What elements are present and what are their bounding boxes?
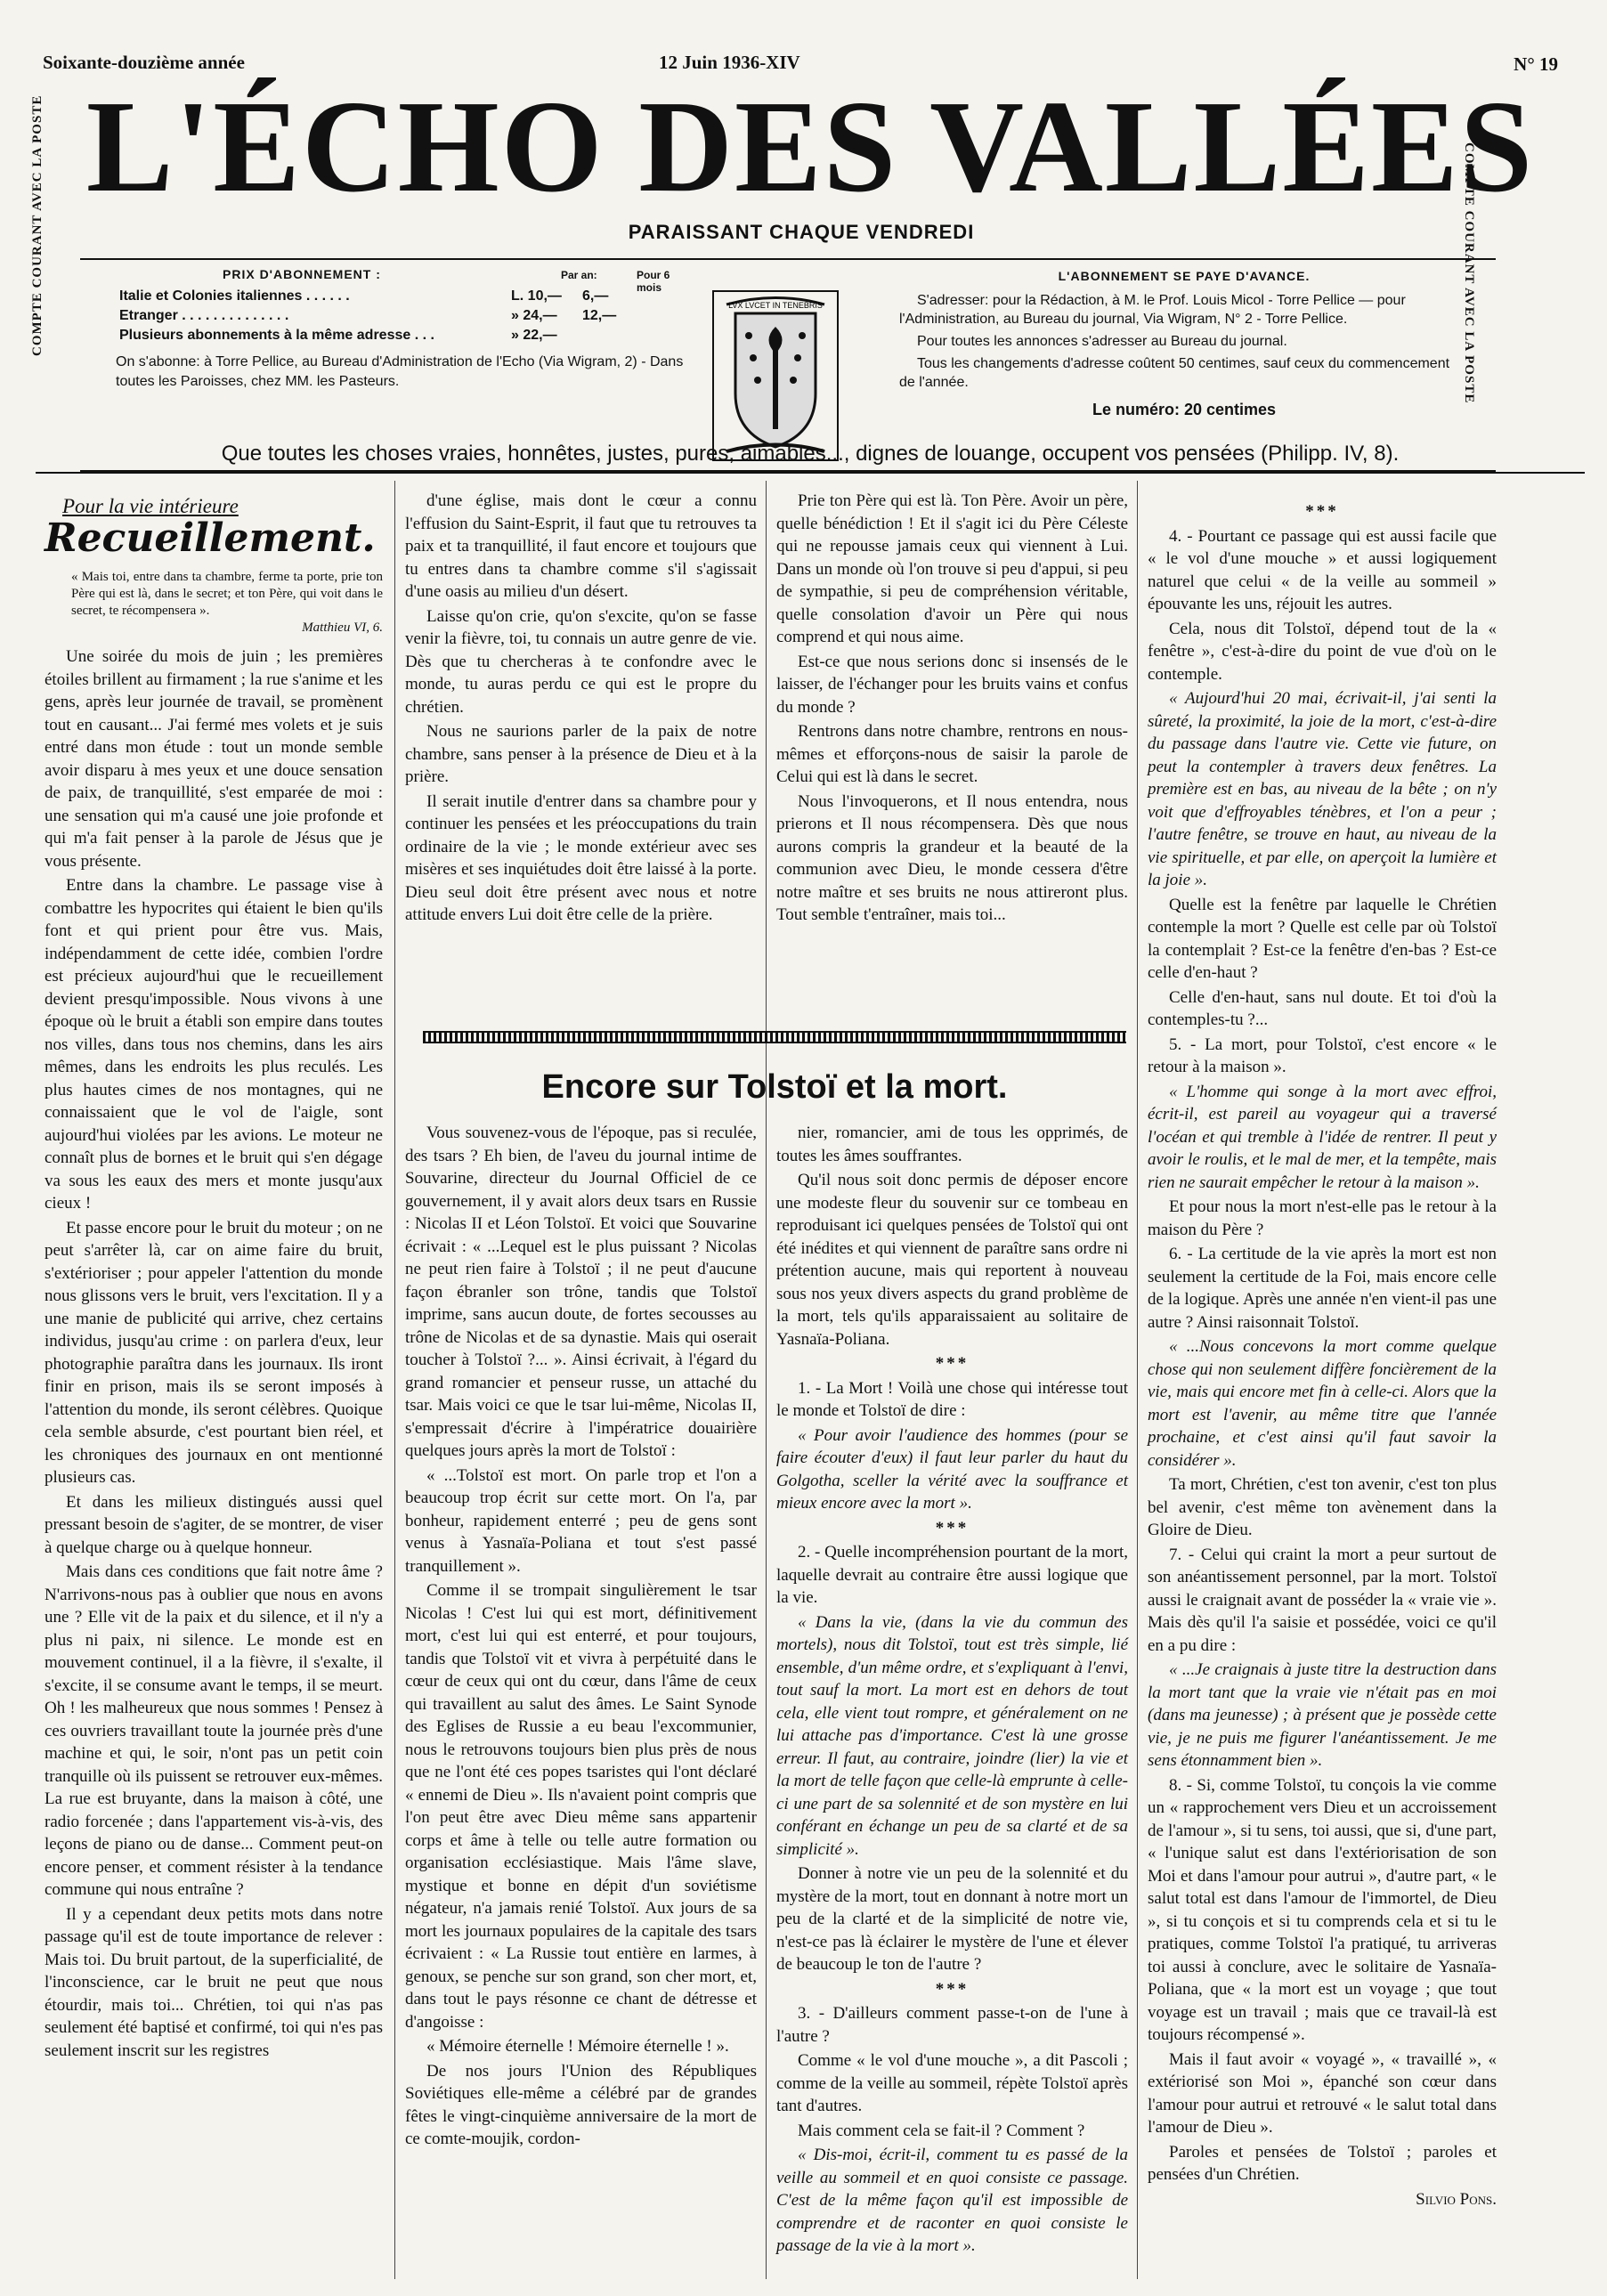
paragraph: 6. - La certitude de la vie après la mort est non seulement la certitude de la Foi, mais encore celle de la logique. Après une année n'en vient-il pas une autre ? Ainsi raisonnait Tolstoï. [1148,1245,1497,1332]
decorative-rule [423,1031,1126,1043]
paragraph: 3. - D'ailleurs comment passe-t-on de l'une à l'autre ? [776,2004,1128,2046]
paragraph: « ...Je craignais à juste titre la destruction dans la mort tant que la vraie vie n'était pas en moi (dans ma jeunesse) ; à présent que je possède cette vie, je ne puis me figurer l'anéantissement. Je me sens étonnamment bien ». [1148,1660,1497,1770]
abon-address-change: Tous les changements d'adresse coûtent 50 centimes, sauf ceux du commencement de l'année. [899,356,1450,390]
paragraph: Comme « le vol d'une mouche », a dit Pascoli ; comme de la veille au sommeil, répète Tolstoï après tant d'autres. [776,2051,1128,2115]
paragraph: Ta mort, Chrétien, c'est ton avenir, c'est ton plus bel avenir, c'est même ton avènement dans la Gloire de Dieu. [1148,1475,1497,1539]
price-label: Etranger . . . . . . . . . . . . . . [119,308,289,323]
price-label: Italie et Colonies italiennes . . . . . . [119,288,350,304]
column-3-bottom [776,1122,1128,2259]
column-1 [45,490,383,2064]
paragraph: 8. - Si, comme Tolstoï, tu conçois la vie comme un « rapprochement vers Dieu et un accroissement de l'amour », si tu sens, toi aussi, que si, d'une part, « l'unique salut est dans l'extériorisation de son Moi et dans l'amour pour autrui », d'autre part, « le salut total est dans l'amour de l'immortel, de Dieu », si tu conçois et si tu comprends cela et si tu le pratiques, comme Tolstoï l'a pratiqué, tu arriveras toi aussi à conclure, avec le solitaire de Yasnaïa-Poliana, que « la mort est un voyage ; que tout voyage est un travail ; mais que ce travail-là est toujours récompensé ». [1148,1775,1497,2044]
side-note-right: COMPTE COURANT AVEC LA POSTE [1462,142,1476,404]
column-divider [394,481,395,2279]
paragraph: 5. - La mort, pour Tolstoï, c'est encore « le retour à la maison ». [1148,1034,1497,1076]
epigraph-text: « Mais toi, entre dans ta chambre, ferme ta porte, prie ton Père qui est là, dans le secret; et ton Père, qui voit dans le secret, te récompensera ». [71,570,383,618]
article-kicker: Pour la vie intérieure [62,495,239,517]
tolstoi-title: Encore sur Tolstoï et la mort. [541,1068,1008,1106]
subscription-prices [116,267,686,392]
paragraph: « L'homme qui songe à la mort avec effroi, écrit-il, est pareil au voyageur qui a traversé l'océan et qui tremble à l'idée de rentrer. Il peut y avoir le roulis, et le mal de mer, et la tempête, mais rien ne saurait empêcher le retour à la maison ». [1148,1082,1497,1192]
paragraph: Qu'il nous soit donc permis de déposer encore une modeste fleur du souvenir sur ce tombeau en reproduisant ici quelques pensées de Tolstoï qui ont été inédites et qui viennent de paraître sans ordre ni prétention aucune, mais qui reportent à nouveau sous nos yeux divers aspects du grand problème de la mort, tels qu'ils apparaissaient au solitaire de Yasnaïa-Poliana. [776,1171,1128,1349]
section-separator: *** [935,1518,970,1537]
paragraph: Et pour nous la mort n'est-elle pas le retour à la maison du Père ? [1148,1197,1497,1239]
price-label: Plusieurs abonnements à la même adresse . . . [119,328,434,343]
abon-title: L'ABONNEMENT SE PAYE D'AVANCE. [1058,269,1311,283]
price-six: 12,— [582,308,617,323]
paragraph: nier, romancier, ami de tous les opprimés, de toutes les âmes souffrantes. [776,1124,1128,1165]
paragraph: Quelle est la fenêtre par laquelle le Chrétien contemple la mort ? Quelle est celle par où Tolstoï la contemplait ? Est-ce la fenêtre d'en-bas ? Est-ce celle d'en-haut ? [1148,895,1497,982]
motto-line: Que toutes les choses vraies, honnêtes, justes, pures, aimables..., dignes de louange, occupent vos pensées (Philipp. IV, 8). [221,442,1400,466]
paragraph: 2. - Quelle incompréhension pourtant de la mort, laquelle devrait au contraire être aussi logique que la vie. [776,1543,1128,1607]
paragraph: Cela, nous dit Tolstoï, dépend tout de la « fenêtre », c'est-à-dire du point de vue d'où on le contemple. [1148,619,1497,684]
year-label: Soixante-douzième année [43,52,245,73]
paragraph: Mais dans ces conditions que fait notre âme ? N'arrivons-nous pas à oublier que nous en avons une ? Elle vit de la paix et du silence, et il n'y a plus ni paix, ni silence. Le monde est en mouvement continuel, il a la fièvre, il s'exalte, il s'excite, il se consume avant le temps, il se meurt. Oh ! les malheureux que nous sommes ! Pensez à ces ouvriers travaillant toute la journée près d'une machine et qui, le soir, n'ont pas un petit coin tranquille où ils puissent se retrouver eux-mêmes. La rue est bruyante, dans la maison à côté, une radio forcenée ; dans l'appartement vis-à-vis, des leçons de piano ou de danse... Comment peut-on encore penser, et comment résister à la tendance commune qui nous entraîne ? [45,1562,383,1899]
column-divider [766,481,767,2279]
paragraph: Laisse qu'on crie, qu'on s'excite, qu'on se fasse venir la fièvre, toi, tu connais un autre genre de vie. Dès que tu chercheras à te confondre avec le monde, tu auras perdu ce qui est le propre du chrétien. [405,606,757,717]
price-col-year: Par an: [561,269,597,281]
paragraph: Nous l'invoquerons, et Il nous entendra, nous prierons et Il nous récompensera. Dès que nous aurons compris la grandeur et la beauté de la communion avec Dieu, le monde cessera d'être notre maître et ses bruits ne nous attireront plus. Tout semble t'entraîner, mais toi... [776,791,1128,924]
price-row [116,306,650,326]
paragraph: Celle d'en-haut, sans nul doute. Et toi d'où la contemples-tu ?... [1148,987,1497,1029]
paragraph: 1. - La Mort ! Voilà une chose qui intéresse tout le monde et Tolstoï de dire : [776,1378,1128,1420]
author-signature: Silvio Pons. [1416,2189,1497,2209]
subscription-info [899,267,1469,419]
paragraph: De nos jours l'Union des Républiques Soviétiques elle-même a célébré par de grandes fêtes le vingt-cinquième anniversaire de la mort de ce comte-moujik, cordon- [405,2061,757,2148]
paragraph: « ...Nous concevons la mort comme quelque chose qui non seulement diffère foncièrement de la vie, mais qui encore met fin à celle-ci. Alors que la mort est l'avenir, au même titre que l'année prochaine, et c'est ainsi qu'il faut savoir la considérer ». [1148,1337,1497,1470]
paragraph: Prie ton Père qui est là. Ton Père. Avoir un père, quelle bénédiction ! Et il s'agit ici du Père Céleste qui ne repousse jamais ceux qui viennent à Lui. Dans un monde où l'on trouve si peu d'appui, si peu de sympathie, si peu de compréhension véritable, quelle consolation d'avoir un Père qui nous comprend et qui nous aime. [776,491,1128,646]
paragraph: Comme il se trompait singulièrement le tsar Nicolas ! C'est lui qui est mort, définitivement mort, c'est lui qui est enterré, et pour toujours, tandis que Tolstoï vit et vivra à perpétuité dans le cœur de ceux qui ont du cœur, dans l'âme de ceux qui travaillent au salut des âmes. Le Saint Synode des Eglises de Russie a eu beau l'excommunier, nous le retrouvons toujours bien plus près de nous que ne l'ont été ces popes tsaristes qui l'ont déclaré « ennemi de Dieu ». Ils n'avaient point compris que l'on peut être avec Dieu même sans appartenir corps et âme à telle ou telle autre formation ou organisation ecclésiastique. Mais l'âme slave, mystique et bonne en dépit d'un soviétisme négateur, n'a jamais renié Tolstoï. Aux jours de sa mort les journaux populaires de la capitale des tsars écrivaient : « La Russie tout entière en larmes, à genoux, se penche sur son grand, son cher mort, et, dans tout le pays résonne ce chant de détresse et d'angoisse : [405,1581,757,2032]
paragraph: « Aujourd'hui 20 mai, écrivait-il, j'ai senti la sûreté, la proximité, la joie de la mort, c'est-à-dire du passage dans l'autre vie. Cette vie future, on peut la contempler à travers deux fenêtres. La première est en bas, au niveau de la bête ; on n'y voit que d'effroyables ténèbres, et l'on a peur ; l'autre fenêtre, se trouve en haut, au niveau de la vie spirituelle, et par elle, on aperçoit la lumière et la joie ». [1148,689,1497,889]
column-divider [1137,481,1138,2279]
issue-number: N° 19 [1514,53,1558,75]
section-separator: *** [1305,502,1339,521]
price-year: » 24,— [511,308,557,323]
paragraph: « Mémoire éternelle ! Mémoire éternelle ! ». [426,2037,729,2056]
paragraph: Rentrons dans notre chambre, rentrons en nous-mêmes et efforçons-nous de saisir la parole de Celui qui est là dans le secret. [776,722,1128,786]
epigraph [71,569,383,637]
column-3-top [776,490,1128,929]
prices-title: PRIX D'ABONNEMENT : [223,267,381,281]
paragraph: d'une église, mais dont le cœur a connu l'effusion du Saint-Esprit, il faut que tu retrouves ta paix et ta tranquillité, il faut encore et toujours que tu entres dans ta chambre comme s'il s'agissait d'une oasis au milieu d'un désert. [405,491,757,601]
issue-price: Le numéro: 20 centimes [1092,401,1277,418]
price-row [116,287,650,306]
price-year: L. 10,— [511,288,562,304]
paragraph: 4. - Pourtant ce passage qui est aussi facile que « le vol d'une mouche » et aussi logiquement naturel que celui « de la veille au sommeil » épouvante les uns, réjouit les autres. [1148,526,1497,613]
prices-table [116,287,650,345]
price-six [579,326,650,345]
column-2-bottom [405,1122,757,2153]
section-separator: *** [935,1979,970,1999]
paragraph: Paroles et pensées de Tolstoï ; paroles et pensées d'un Chrétien. [1148,2142,1497,2184]
epigraph-source: Matthieu VI, 6. [302,621,383,635]
paragraph: « ...Tolstoï est mort. On parle trop et l'on a beaucoup trop écrit sur cette mort. On l'a, par bonheur, rapidement enterré ; peu de gens sont venus à Yasnaïa-Poliana et tout s'est passé tranquillement ». [405,1465,757,1576]
paragraph: Il serait inutile d'entrer dans sa chambre pour y continuer les pensées et les préoccupations du train ordinaire de la vie ; le monde extérieur avec ses misères et ses inquiétudes doit être laissé à la porte. Dieu seul doit être présent avec nous et notre attitude envers Lui doit être celle de la prière. [405,791,757,924]
paragraph: Est-ce que nous serions donc si insensés de le laisser, de l'échanger pour les bruits vains et confus du monde ? [776,652,1128,717]
paragraph: 7. - Celui qui craint la mort a peur surtout de son anéantissement personnel, par la mort. Tolstoï aussi le craignait avant de posséder la « vraie vie ». Mais dès qu'il l'a saisie et possédée, voici ce qu'il en a pu dire : [1148,1545,1497,1655]
price-six: 6,— [582,288,609,304]
price-year: » 22,— [511,328,557,343]
paragraph: Il y a cependant deux petits mots dans notre passage qu'il est de toute importance de relever : Mais toi. Du bruit partout, de la superficialité, de l'inconscience, car le bruit ne peut que nous étourdir, mais toi... Chrétien, toi qui n'as pas seulement été baptisé et confirmé, toi qui n'es pas seulement inscrit sur les registres [45,1904,383,2060]
masthead-title: L'ÉCHO DES VALLÉES [85,74,1535,220]
subscribe-note: On s'abonne: à Torre Pellice, au Bureau d'Administration de l'Echo (Via Wigram, 2) - Dans toutes les Paroisses, chez MM. les Pasteurs. [116,354,684,389]
paragraph: « Pour avoir l'audience des hommes (pour se faire écouter d'eux) il faut leur parler du haut du Golgotha, sceller la vérité avec la souffrance et mieux encore avec la mort ». [776,1425,1128,1513]
column-2-top [405,490,757,929]
abon-contact: S'adresser: pour la Rédaction, à M. le Prof. Louis Micol - Torre Pellice — pour l'Administration, au Bureau du journal, Via Wigram, N° 2 - Torre Pellice. [899,293,1406,327]
paragraph: Mais comment cela se fait-il ? Comment ? [798,2121,1085,2140]
paragraph: Et passe encore pour le bruit du moteur ; on ne peut s'arrêter là, car on aime faire du bruit, s'extérioriser ; pour appeler l'attention du monde nous glissons vers le bruit, vers l'excitation. Il y a une manie de publicité qui arrive, chez certains individus, jusqu'au crime : on parlera d'eux, leur photographie paraîtra dans les journaux. Ils iront finir en prison, mais ils se seront imposés à l'attention du monde, ils seront célèbres. Quoique cela semble absurde, c'est pourtant bien réel, et les chroniques des journaux en ont mentionné plusieurs cas. [45,1218,383,1487]
abon-ads: Pour toutes les annonces s'adresser au Bureau du journal. [917,334,1287,349]
motto-rule [36,472,1585,475]
paragraph: Nous ne saurions parler de la paix de notre chambre, sans penser à la présence de Dieu et à la prière. [405,722,757,786]
masthead-subtitle: PARAISSANT CHAQUE VENDREDI [628,221,975,243]
paragraph: Mais il faut avoir « voyagé », « travaillé », « extériorisé son Moi », épanché son cœur dans l'amour pour autrui et retrouvé « le salut total dans l'amour de Dieu ». [1148,2049,1497,2137]
paragraph: Entre dans la chambre. Le passage vise à combattre les hypocrites qui étaient le bien qu'ils font et qui prient pour être vus. Mais, indépendamment de cette idée, combien l'ordre est précieux aujourd'hui que le recueillement devient presqu'impossible. Nous vivons à une époque où le bruit a établi son empire dans toutes nos villes, dans tous nos chemins, dans les airs mêmes, dans les endroits les plus reculés. Les plus hautes cimes de nos montagnes, qui ne connaissaient que le vol de l'aigle, sont aujourd'hui violées par les avions. Le moteur ne connaît plus de bornes et le bruit qui s'en dégage va sous les eaux des mers et monte jusqu'aux cieux ! [45,876,383,1213]
crest-motto: LVX LVCET IN TENEBRIS [728,301,823,310]
column-4 [1148,499,1497,2211]
side-note-left: COMPTE COURANT AVEC LA POSTE [30,94,45,356]
article-title: Recueillement. [45,515,376,561]
paragraph: Vous souvenez-vous de l'époque, pas si reculée, des tsars ? Eh bien, de l'aveu du journal intime de Souvarine, directeur du Journal Officiel de ce gouvernement, il y avait alors deux tsars en Russie : Nicolas II et Léon Tolstoï. Et voici que Souvarine écrivait : « ...Lequel est le plus puissant ? Nicolas ne peut rien faire à Tolstoï ; il ne peut d'aucune façon ébranler son trône, tandis que Tolstoï imprime, sans aucun doute, de fortes secousses au trône de Nicolas et de sa dynastie. Mais qui oserait toucher à Tolstoï ?... ». Ainsi écrivait, à l'égard du grand romancier et penseur russe, un attaché du tsar. Mais voici ce que le tsar lui-même, Nicolas II, s'empressait d'écrire à l'impératrice douairière quelques jours après la mort de Tolstoï : [405,1124,757,1460]
section-separator: *** [935,1354,970,1373]
paragraph: Donner à notre vie un peu de la solennité et du mystère de la mort, tout en donnant à notre mort un peu de la clarté et de la simplicité de notre vie, n'est-ce pas là éclairer le mystère de l'une et élever de beaucoup le ton de l'autre ? [776,1864,1128,1974]
price-row [116,326,650,345]
paragraph: « Dis-moi, écrit-il, comment tu es passé de la veille au sommeil et en quoi consiste ce passage. C'est de la même façon qu'il est impossible de comprendre et de raconter en quoi consiste le passage de la vie à la mort ». [776,2146,1128,2255]
paragraph: Et dans les milieux distingués aussi quel pressant besoin de s'agiter, de se montrer, de viser à quelque charge ou à quelque honneur. [45,1492,383,1557]
paragraph: « Dans la vie, (dans la vie du commun des mortels), nous dit Tolstoï, tout est très simple, lié ensemble, d'un même ordre, et s'expliquant à l'envi, tout sauf la mort. La mort est en dehors de tout cela, elle vient tout rompre, et généralement on ne lui attache pas d'importance. C'est là une grosse erreur. Il faut, au contraire, joindre (lier) la vie et la mort de telle façon que celle-là emprunte à celle-ci une part de sa solennité et de son mystère en lui conférant en échange un peu de sa clarté et de sa simplicité ». [776,1612,1128,1859]
price-col-6m: Pour 6 mois [637,269,670,294]
newspaper-page [30,45,1585,2270]
paragraph: Une soirée du mois de juin ; les premières étoiles brillent au firmament ; la rue s'anime et les gens, après leur journée de travail, se promènent tout en causant... J'ai fermé mes volets et je suis entré dans mon étude : tout un monde semble avoir disparu à mes yeux et une douce sensation de paix, de tranquillité, s'est emparée de moi : une sensation qui m'a causé une joie profonde et qui m'a fait penser à la parole de Jésus que je vous présente. [45,647,383,871]
issue-date: 12 Juin 1936-XIV [659,52,800,73]
